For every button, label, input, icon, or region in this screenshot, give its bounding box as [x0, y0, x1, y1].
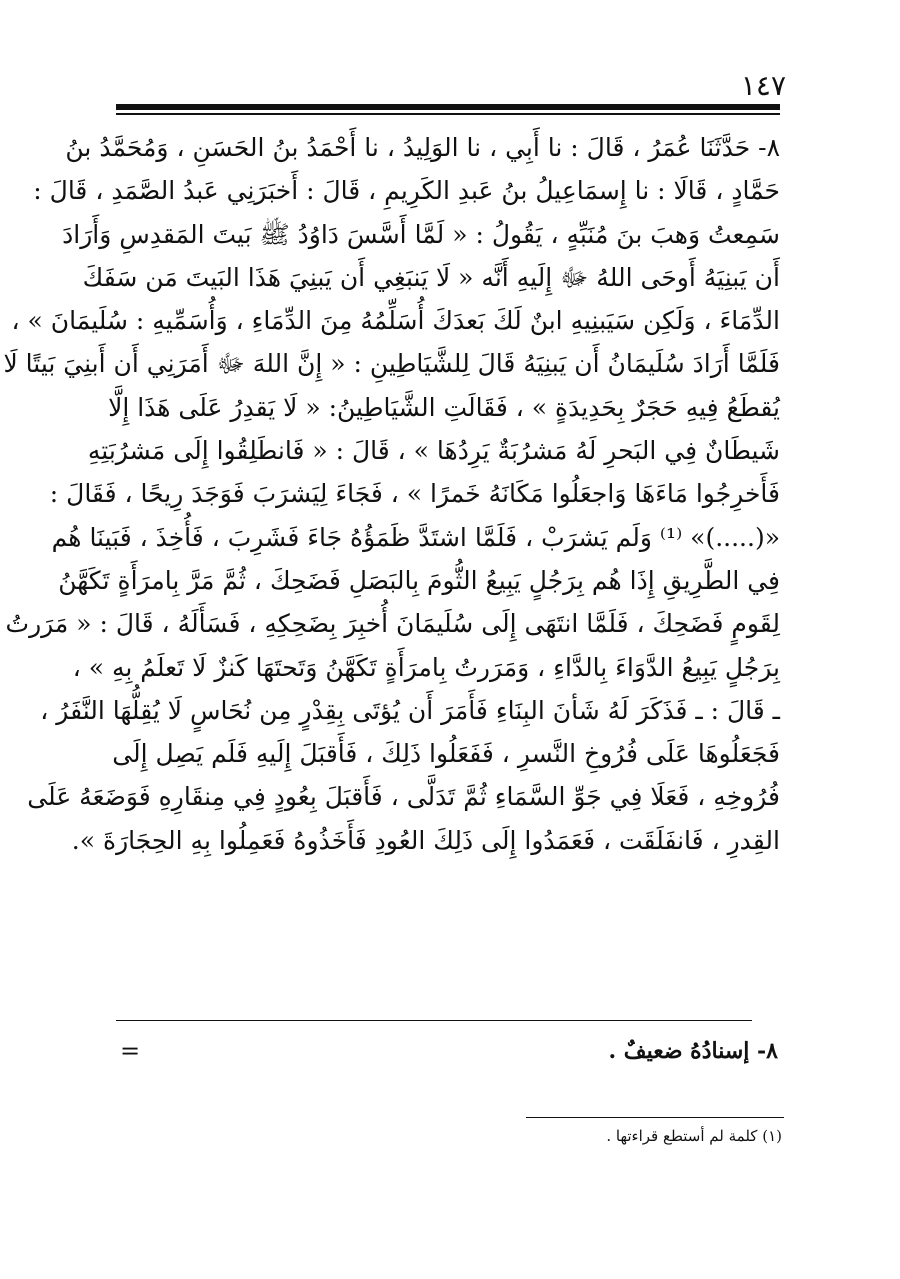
text-line: «(.....)» ⁽¹⁾ وَلَم يَشرَبْ ، فَلَمَّا اشتَدَّ ظَمَؤُهُ جَاءَ فَشَرِبَ ، فَأُخِذَ ، فَبَينَا هُم	[51, 522, 780, 552]
text-line: فَجَعَلُوهَا عَلَى فُرُوخِ النَّسرِ ، فَفَعَلُوا ذَلِكَ ، فَأَقبَلَ إِلَيهِ فَلَم يَصِل إِلَى	[112, 739, 780, 769]
text-line: يُقطَعُ فِيهِ حَجَرٌ بِحَدِيدَةٍ » ، فَقَالَتِ الشَّيَاطِينُ: « لَا يَقدِرُ عَلَى هَذَا إِلَّا	[108, 392, 780, 422]
hadith-text	[3, 126, 780, 862]
text-line: شَيطَانٌ فِي البَحرِ لَهُ مَشرُبَةٌ يَرِدُهَا » ، قَالَ : « فَانطَلِقُوا إِلَى مَشرُبَتِهِ	[87, 436, 780, 466]
header-rule-secondary	[116, 113, 780, 115]
text-line: لِقَومٍ فَضَحِكَ ، فَلَمَّا انتَهَى إِلَى سُلَيمَانَ أُخبِرَ بِضَحِكِهِ ، فَسَأَلَهُ ، قَالَ : « مَرَرتُ	[5, 609, 780, 639]
notes-separator	[116, 1020, 752, 1021]
text-line: الدِّمَاءَ ، وَلَكِن سَيَبنِيهِ ابنٌ لَكَ بَعدَكَ أُسَلِّمُهُ مِنَ الدِّمَاءِ ، وَأُسَمِّيهِ : سُلَيمَانَ » ،	[11, 306, 780, 336]
footnote: (١) كلمة لم أستطع قراءتها .	[606, 1127, 782, 1145]
text-line: حَمَّادٍ ، قَالَا : نا إِسمَاعِيلُ بنُ عَبدِ الكَرِيمِ ، قَالَ : أَخبَرَنِي عَبدُ الصَّمَدِ ، قَالَ :	[33, 176, 780, 206]
text-line: فَلَمَّا أَرَادَ سُلَيمَانُ أَن يَبنِيَهُ قَالَ لِلشَّيَاطِينِ : « إِنَّ اللهَ ﷻ أَمَرَنِي أَن أَبنِيَ بَيتًا لَا	[3, 349, 780, 379]
text-line: فَأَخرِجُوا مَاءَهَا وَاجعَلُوا مَكَانَهُ خَمرًا » ، فَجَاءَ لِيَشرَبَ فَوَجَدَ رِيحًا ، فَقَالَ :	[49, 479, 780, 509]
text-line: فِي الطَّرِيقِ إِذَا هُم بِرَجُلٍ يَبِيعُ الثُّومَ بِالبَصَلِ فَضَحِكَ ، ثُمَّ مَرَّ بِامرَأَةٍ تَكَهَّنُ	[58, 565, 780, 595]
text-line: فُرُوخِهِ ، فَعَلَا فِي جَوِّ السَّمَاءِ ثُمَّ تَدَلَّى ، فَأَقبَلَ بِعُودٍ فِي مِنقَارِهِ فَوَضَعَهُ عَلَى	[27, 782, 780, 812]
text-line: ٨- حَدَّثَنَا عُمَرُ ، قَالَ : نا أَبِي ، نا الوَلِيدُ ، نا أَحْمَدُ بنُ الحَسَنِ ، وَمُحَمَّدُ بنُ	[65, 133, 780, 162]
text-line: أَن يَبنِيَهُ أَوحَى اللهُ ﷻ إِلَيهِ أَنَّه « لَا يَنبَغِي أَن يَبنِيَ هَذَا البَيتَ مَن سَفَكَ	[82, 262, 780, 292]
footnote-separator	[526, 1117, 784, 1118]
continuation-mark: =	[120, 1037, 141, 1065]
isnad-grading: ٨- إسنادُهُ ضعيفٌ .	[608, 1038, 778, 1064]
text-line: القِدرِ ، فَانفَلَقَت ، فَعَمَدُوا إِلَى ذَلِكَ العُودِ فَأَخَذُوهُ فَعَمِلُوا بِهِ الحِجَارَةَ ».	[71, 825, 780, 855]
page-number: ١٤٧	[740, 69, 786, 102]
text-line: بِرَجُلٍ يَبِيعُ الدَّوَاءَ بِالدَّاءِ ، وَمَرَرتُ بِامرَأَةٍ تَكَهَّنُ وَتَحتَهَا كَنزٌ لَا تَعلَمُ بِهِ » ،	[72, 652, 780, 682]
header-rule	[116, 104, 780, 110]
text-line: ـ قَالَ : ـ فَذَكَرَ لَهُ شَأنَ البِنَاءِ فَأَمَرَ أَن يُؤتَى بِقِدْرٍ مِن نُحَاسٍ لَا يُقِلُّهَا النَّفَرُ ،	[40, 695, 780, 725]
text-line: سَمِعتُ وَهبَ بنَ مُنَبِّهٍ ، يَقُولُ : « لَمَّا أَسَّسَ دَاوُدُ ﷺ بَيتَ المَقدِسِ وَأَرَادَ	[62, 219, 780, 249]
